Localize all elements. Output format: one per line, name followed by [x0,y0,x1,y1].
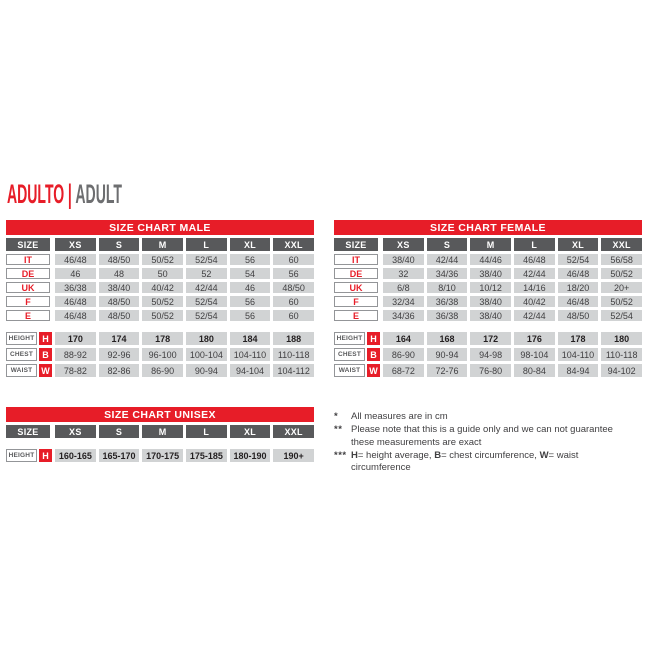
measure-letter-chip: H [367,332,380,345]
measure-cell: 94-104 [230,364,271,377]
measure-label: HEIGHT [334,332,365,345]
measure-cell: 165-170 [99,449,140,462]
column-header-xl: XL [230,238,271,251]
footnote-marker: ** [334,424,343,436]
region-row-label: F [6,296,50,307]
size-cell: 10/12 [470,282,511,293]
footnote-line [334,424,640,449]
measure-cell: 170 [55,332,96,345]
measure-cell: 84-94 [558,364,599,377]
region-row-label: UK [6,282,50,293]
measure-cell: 94-102 [601,364,642,377]
size-cell: 52/54 [601,310,642,321]
measure-cell: 104-112 [273,364,314,377]
measure-cell: 178 [558,332,599,345]
footnote-segment: = waist circumference [351,450,579,474]
measure-row-label [334,364,380,377]
page-title [7,181,122,208]
size-cell: 40/42 [142,282,183,293]
measure-cell: 184 [230,332,271,345]
size-cell: 56/58 [601,254,642,265]
size-cell: 48/50 [558,310,599,321]
size-cell: 60 [273,296,314,307]
male-measure-grid [6,332,314,377]
measure-cell: 92-96 [99,348,140,361]
female-chart-grid [334,238,642,321]
size-cell: 38/40 [470,268,511,279]
measure-row-label [6,332,52,345]
size-chart-unisex-table [6,407,314,462]
size-cell: 50/52 [142,254,183,265]
column-header-s: S [99,238,140,251]
measure-cell: 110-118 [601,348,642,361]
measure-cell: 190+ [273,449,314,462]
size-cell: 42/44 [427,254,468,265]
column-header-s: S [99,425,140,438]
size-cell: 36/38 [427,296,468,307]
size-cell: 38/40 [470,310,511,321]
size-chart-male-table [6,220,314,377]
measure-cell: 90-94 [186,364,227,377]
size-cell: 50/52 [142,296,183,307]
measure-cell: 78-82 [55,364,96,377]
footnote-line [334,411,640,423]
measure-row-label [6,449,52,462]
size-cell: 48/50 [99,296,140,307]
measure-cell: 110-118 [273,348,314,361]
female-measure-grid [334,332,642,377]
region-row-label: F [334,296,378,307]
column-header-xl: XL [230,425,271,438]
size-cell: 52/54 [558,254,599,265]
measure-label: WAIST [6,364,37,377]
size-cell: 34/36 [383,310,424,321]
column-header-m: M [142,238,183,251]
size-column-header: SIZE [334,238,378,251]
measure-cell: 168 [427,332,468,345]
size-cell: 48/50 [273,282,314,293]
column-header-l: L [514,238,555,251]
measure-cell: 72-76 [427,364,468,377]
region-row-label: E [334,310,378,321]
measure-cell: 172 [470,332,511,345]
measure-letter-chip: B [39,348,52,361]
measure-label: CHEST [334,348,365,361]
footnote-segment: W [539,450,549,462]
size-cell: 46/48 [55,254,96,265]
footnote-segment: H [351,450,358,462]
region-row-label: E [6,310,50,321]
size-cell: 60 [273,254,314,265]
footnote-segment: Please note that this is a guide only and we can not guarantee these measurements are exact [351,424,613,448]
region-row-label: IT [6,254,50,265]
size-cell: 50 [142,268,183,279]
size-cell: 50/52 [142,310,183,321]
measure-cell: 82-86 [99,364,140,377]
size-cell: 50/52 [601,268,642,279]
measure-cell: 188 [273,332,314,345]
size-chart-female-table [334,220,642,377]
measure-cell: 80-84 [514,364,555,377]
size-cell: 40/42 [514,296,555,307]
male-chart-title-banner: SIZE CHART MALE [6,220,314,235]
size-cell: 52/54 [186,254,227,265]
size-cell: 32/34 [383,296,424,307]
size-cell: 38/40 [99,282,140,293]
measure-letter-chip: B [367,348,380,361]
measure-cell: 160-165 [55,449,96,462]
size-cell: 32 [383,268,424,279]
measure-cell: 180 [601,332,642,345]
column-header-m: M [470,238,511,251]
size-cell: 46/48 [558,296,599,307]
measure-cell: 86-90 [383,348,424,361]
region-row-label: UK [334,282,378,293]
measure-cell: 170-175 [142,449,183,462]
size-cell: 8/10 [427,282,468,293]
measure-cell: 104-110 [558,348,599,361]
measure-letter-chip: W [39,364,52,377]
footnote-text [351,450,635,475]
measure-label: HEIGHT [6,332,37,345]
measure-cell: 90-94 [427,348,468,361]
footnote-segment: = height average, [357,450,435,462]
measure-letter-chip: H [39,449,52,462]
title-separator: | [67,179,72,209]
size-cell: 36/38 [427,310,468,321]
measure-row-label [6,348,52,361]
size-cell: 6/8 [383,282,424,293]
size-cell: 52 [186,268,227,279]
title-adulto: ADULTO [7,179,65,209]
measure-letter-chip: H [39,332,52,345]
measure-cell: 180-190 [230,449,271,462]
size-cell: 46 [55,268,96,279]
size-column-header: SIZE [6,425,50,438]
male-chart-grid [6,238,314,321]
size-cell: 50/52 [601,296,642,307]
measure-cell: 88-92 [55,348,96,361]
size-cell: 42/44 [186,282,227,293]
measure-cell: 68-72 [383,364,424,377]
measure-cell: 175-185 [186,449,227,462]
measure-cell: 96-100 [142,348,183,361]
size-cell: 36/38 [55,282,96,293]
size-cell: 48/50 [99,254,140,265]
column-header-m: M [142,425,183,438]
measure-cell: 178 [142,332,183,345]
unisex-measure-grid [6,449,314,462]
column-header-xs: XS [383,238,424,251]
size-cell: 54 [230,268,271,279]
unisex-chart-grid [6,425,314,438]
size-column-header: SIZE [6,238,50,251]
unisex-chart-title-banner: SIZE CHART UNISEX [6,407,314,422]
size-cell: 56 [273,268,314,279]
column-header-xl: XL [558,238,599,251]
footnote-marker: *** [334,450,347,462]
measure-cell: 176 [514,332,555,345]
footnote-text [351,411,635,423]
measure-cell: 104-110 [230,348,271,361]
size-cell: 46 [230,282,271,293]
measure-row-label [6,364,52,377]
size-cell: 60 [273,310,314,321]
footnote-text [351,424,635,449]
region-row-label: DE [6,268,50,279]
measure-cell: 164 [383,332,424,345]
region-row-label: IT [334,254,378,265]
size-cell: 56 [230,296,271,307]
size-cell: 46/48 [514,254,555,265]
measure-row-label [334,332,380,345]
female-chart-title-banner: SIZE CHART FEMALE [334,220,642,235]
footnotes [334,411,640,476]
footnote-line [334,450,640,475]
size-cell: 42/44 [514,310,555,321]
size-cell: 46/48 [558,268,599,279]
measure-label: HEIGHT [6,449,37,462]
measure-cell: 98-104 [514,348,555,361]
column-header-xxl: XXL [273,238,314,251]
measure-letter-chip: W [367,364,380,377]
measure-cell: 94-98 [470,348,511,361]
size-cell: 14/16 [514,282,555,293]
column-header-xxl: XXL [601,238,642,251]
measure-label: CHEST [6,348,37,361]
size-cell: 18/20 [558,282,599,293]
size-cell: 38/40 [383,254,424,265]
column-header-s: S [427,238,468,251]
measure-cell: 180 [186,332,227,345]
measure-cell: 174 [99,332,140,345]
column-header-xxl: XXL [273,425,314,438]
size-cell: 52/54 [186,310,227,321]
footnote-segment: B [434,450,442,462]
size-cell: 48/50 [99,310,140,321]
size-cell: 38/40 [470,296,511,307]
size-cell: 44/46 [470,254,511,265]
size-cell: 56 [230,310,271,321]
size-cell: 52/54 [186,296,227,307]
column-header-xs: XS [55,238,96,251]
size-cell: 46/48 [55,310,96,321]
size-cell: 46/48 [55,296,96,307]
size-cell: 48 [99,268,140,279]
measure-cell: 100-104 [186,348,227,361]
footnote-segment: All measures are in cm [351,411,448,422]
measure-cell: 76-80 [470,364,511,377]
measure-row-label [334,348,380,361]
column-header-l: L [186,238,227,251]
column-header-xs: XS [55,425,96,438]
size-cell: 42/44 [514,268,555,279]
column-header-l: L [186,425,227,438]
title-adult: ADULT [75,179,122,209]
size-cell: 56 [230,254,271,265]
region-row-label: DE [334,268,378,279]
measure-label: WAIST [334,364,365,377]
footnote-segment: = chest circumference, [441,450,540,462]
size-cell: 34/36 [427,268,468,279]
size-cell: 20+ [601,282,642,293]
measure-cell: 86-90 [142,364,183,377]
footnote-marker: * [334,411,339,422]
